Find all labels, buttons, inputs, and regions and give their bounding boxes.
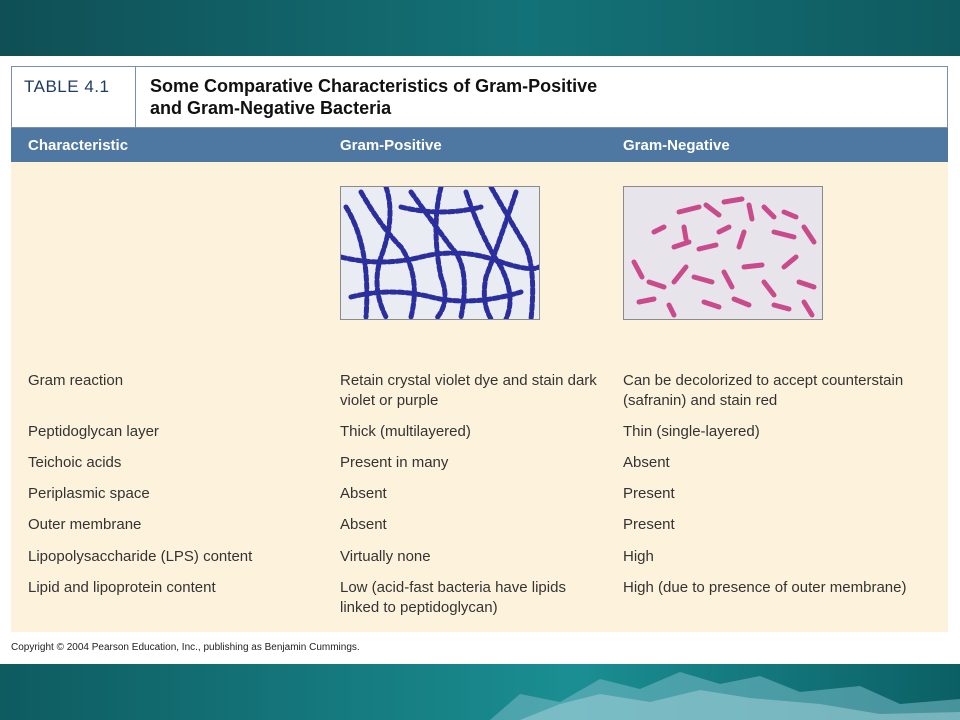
header-gram-negative: Gram-Negative bbox=[623, 137, 730, 154]
row-peptidoglycan-label: Peptidoglycan layer bbox=[28, 423, 159, 440]
gram-positive-micrograph bbox=[340, 186, 540, 320]
row-outer-membrane-positive: Absent bbox=[340, 516, 387, 533]
row-lps-positive: Virtually none bbox=[340, 548, 431, 565]
table-title bbox=[150, 75, 710, 119]
row-lps-label: Lipopolysaccharide (LPS) content bbox=[28, 548, 253, 565]
row-periplasmic-positive: Absent bbox=[340, 485, 387, 502]
row-peptidoglycan-positive: Thick (multilayered) bbox=[340, 423, 471, 440]
comparison-table bbox=[11, 66, 948, 632]
row-outer-membrane-label: Outer membrane bbox=[28, 516, 142, 533]
row-gram-reaction-positive: Retain crystal violet dye and stain dark violet or purple bbox=[340, 372, 597, 409]
row-teichoic-label: Teichoic acids bbox=[28, 454, 122, 471]
slide-top-bar bbox=[0, 0, 960, 56]
table-title-line2: and Gram-Negative Bacteria bbox=[150, 98, 392, 118]
header-characteristic: Characteristic bbox=[28, 137, 129, 154]
table-title-line1: Some Comparative Characteristics of Gram-Positive bbox=[150, 76, 598, 96]
header-gram-positive: Gram-Positive bbox=[340, 137, 442, 154]
row-lipid-negative: High (due to presence of outer membrane) bbox=[623, 579, 907, 596]
row-periplasmic-negative: Present bbox=[623, 485, 675, 502]
row-gram-reaction-negative: Can be decolorized to accept counterstain (safranin) and stain red bbox=[623, 372, 904, 409]
row-outer-membrane-negative: Present bbox=[623, 516, 675, 533]
table-title-row bbox=[11, 66, 948, 128]
copyright-notice: Copyright © 2004 Pearson Education, Inc., publishing as Benjamin Cummings. bbox=[11, 642, 360, 653]
row-teichoic-negative: Absent bbox=[623, 454, 670, 471]
gram-negative-micrograph bbox=[623, 186, 823, 320]
table-number: TABLE 4.1 bbox=[12, 67, 136, 127]
table-header-row bbox=[11, 128, 948, 162]
row-teichoic-positive: Present in many bbox=[340, 454, 449, 471]
row-peptidoglycan-negative: Thin (single-layered) bbox=[623, 423, 760, 440]
slide-bottom-bar bbox=[0, 664, 960, 720]
row-lipid-positive: Low (acid-fast bacteria have lipids linked to peptidoglycan) bbox=[340, 579, 566, 616]
row-gram-reaction-label: Gram reaction bbox=[28, 372, 124, 389]
row-periplasmic-label: Periplasmic space bbox=[28, 485, 150, 502]
row-lps-negative: High bbox=[623, 548, 654, 565]
iceberg-graphic bbox=[0, 664, 960, 720]
row-lipid-label: Lipid and lipoprotein content bbox=[28, 579, 216, 596]
